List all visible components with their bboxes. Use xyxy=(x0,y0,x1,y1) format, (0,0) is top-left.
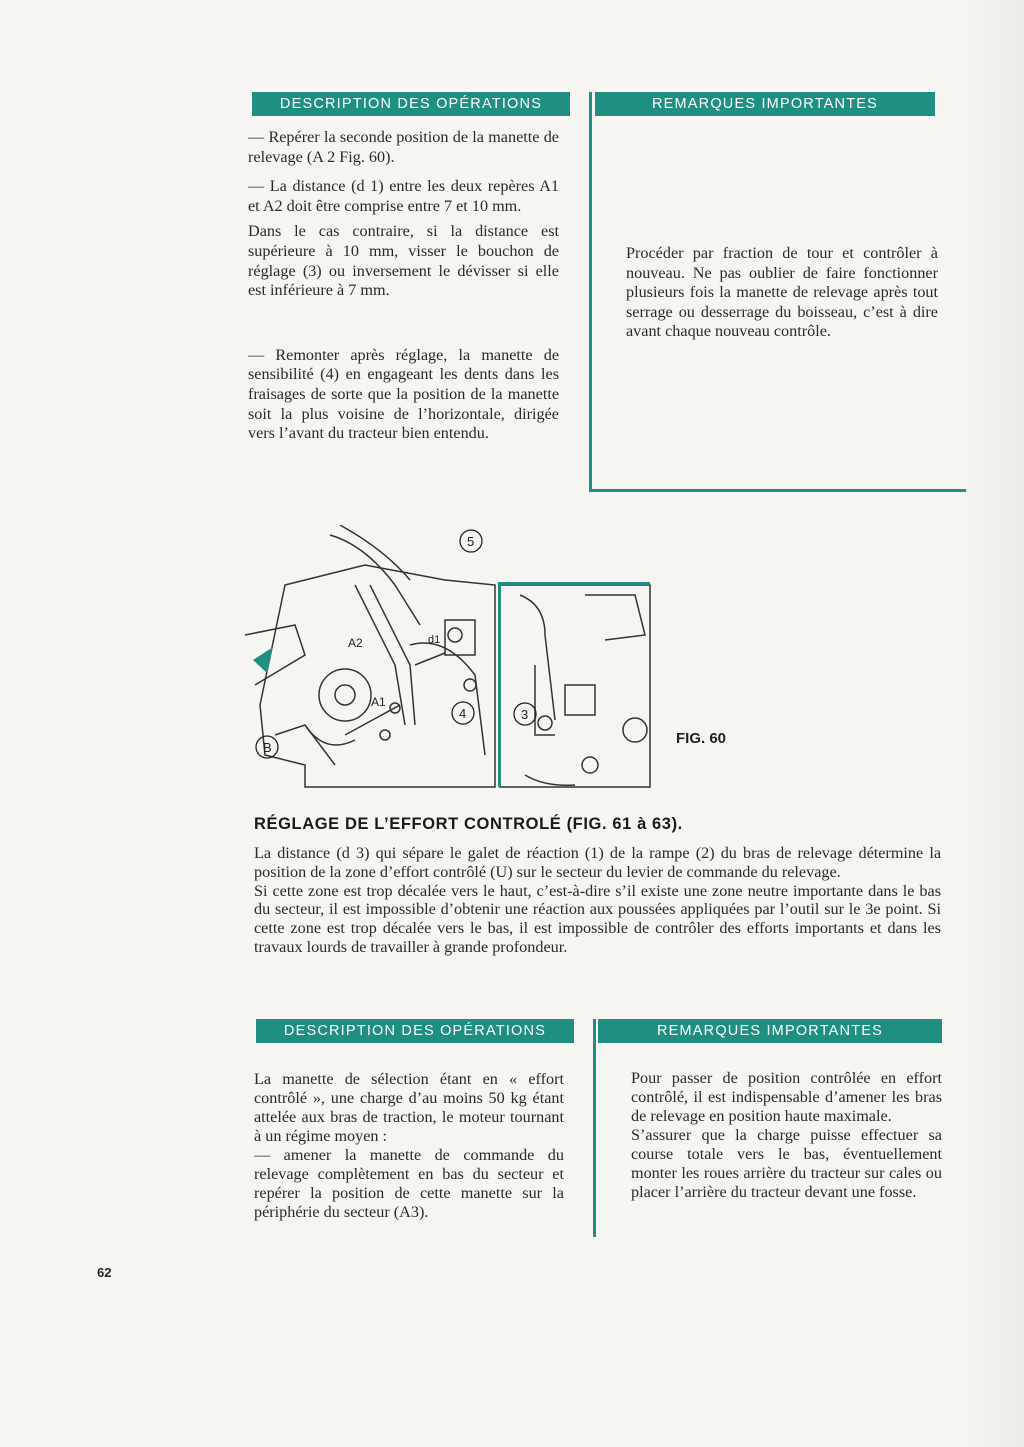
section2-column-divider xyxy=(593,1019,596,1237)
section1-column-divider xyxy=(589,92,592,492)
mark-a1: A1 xyxy=(371,695,386,709)
callout-4: 4 xyxy=(459,706,467,721)
callout-b: B xyxy=(263,740,272,755)
section1-bottom-rule xyxy=(592,489,966,492)
callout-5: 5 xyxy=(467,534,475,549)
section1-header-remarks: REMARQUES IMPORTANTES xyxy=(595,92,935,116)
mark-d1: d1 xyxy=(428,634,441,646)
section1-left-column xyxy=(248,128,559,444)
page-edge-shadow xyxy=(954,0,1024,1447)
intro-paragraph: Si cette zone est trop décalée vers le haut, c’est-à-dire s’il existe une zone neutre importante dans le bas du secteur, il est impossible d’obtenir une réaction aux poussées appliquées par l’outil sur le 3e point. Si cette zone est trop décalée vers le bas, il est impossible de contrôler des efforts importants et dans les travaux lourds de travailler à grande profondeur. xyxy=(254,881,941,956)
operation-step: La manette de sélection étant en « effort contrôlé », une charge d’au moins 50 kg étant attelée aux bras de traction, le moteur tournant à un régime moyen : xyxy=(254,1070,564,1145)
remark-paragraph: Pour passer de position contrôlée en effort contrôlé, il est indispensable d’amener les bras de relevage en position haute maximale. xyxy=(631,1069,942,1125)
mark-a2: A2 xyxy=(348,636,363,650)
section2-title: RÉGLAGE DE L’EFFORT CONTROLÉ (FIG. 61 à 63). xyxy=(254,815,683,833)
operation-step: Dans le cas contraire, si la distance est supérieure à 10 mm, visser le bouchon de réglage (3) ou inversement le dévisser si elle est inférieure à 7 mm. xyxy=(248,222,559,300)
remark-paragraph: Procéder par fraction de tour et contrôler à nouveau. Ne pas oublier de faire fonctionner plusieurs fois la manette de relevage après tout serrage ou desserrage du boisseau, c’est à dire avant chaque nouveau contrôle. xyxy=(626,244,938,341)
operation-step: — Remonter après réglage, la manette de sensibilité (4) en engageant les dents dans les fraisages de sorte que la position de la manette soit la plus voisine de l’horizontale, dirigée vers l’avant du tracteur bien entendu. xyxy=(248,345,559,443)
page-number: 62 xyxy=(97,1265,112,1280)
operation-step: — La distance (d 1) entre les deux repères A1 et A2 doit être comprise entre 7 et 10 mm. xyxy=(248,177,559,215)
figure-60 xyxy=(245,525,675,795)
operation-step: — amener la manette de commande du relevage complètement en bas du secteur et repérer la position de cette manette sur la périphérie du secteur (A3). xyxy=(254,1146,564,1221)
remark-paragraph: S’assurer que la charge puisse effectuer sa course totale vers le bas, éventuellement monter les roues arrière du tracteur sur cales ou placer l’arrière du tracteur devant une fosse. xyxy=(631,1126,942,1201)
section2-header-description: DESCRIPTION DES OPÉRATIONS xyxy=(256,1019,574,1043)
section2-left-column xyxy=(254,1070,564,1222)
intro-paragraph: La distance (d 3) qui sépare le galet de réaction (1) de la rampe (2) du bras de relevage détermine la position de la zone d’effort contrôlé (U) sur le secteur du levier de commande du relevage. xyxy=(254,844,941,881)
section2-right-column xyxy=(631,1069,942,1202)
section2-header-remarks: REMARQUES IMPORTANTES xyxy=(598,1019,942,1043)
section1-right-column xyxy=(626,244,938,342)
figure-label: FIG. 60 xyxy=(676,730,727,747)
figure-60-illustration xyxy=(245,525,675,795)
section2-intro xyxy=(254,844,941,957)
operation-step: — Repérer la seconde position de la manette de relevage (A 2 Fig. 60). xyxy=(248,128,559,166)
callout-3: 3 xyxy=(521,707,529,722)
section1-header-description: DESCRIPTION DES OPÉRATIONS xyxy=(252,92,570,116)
